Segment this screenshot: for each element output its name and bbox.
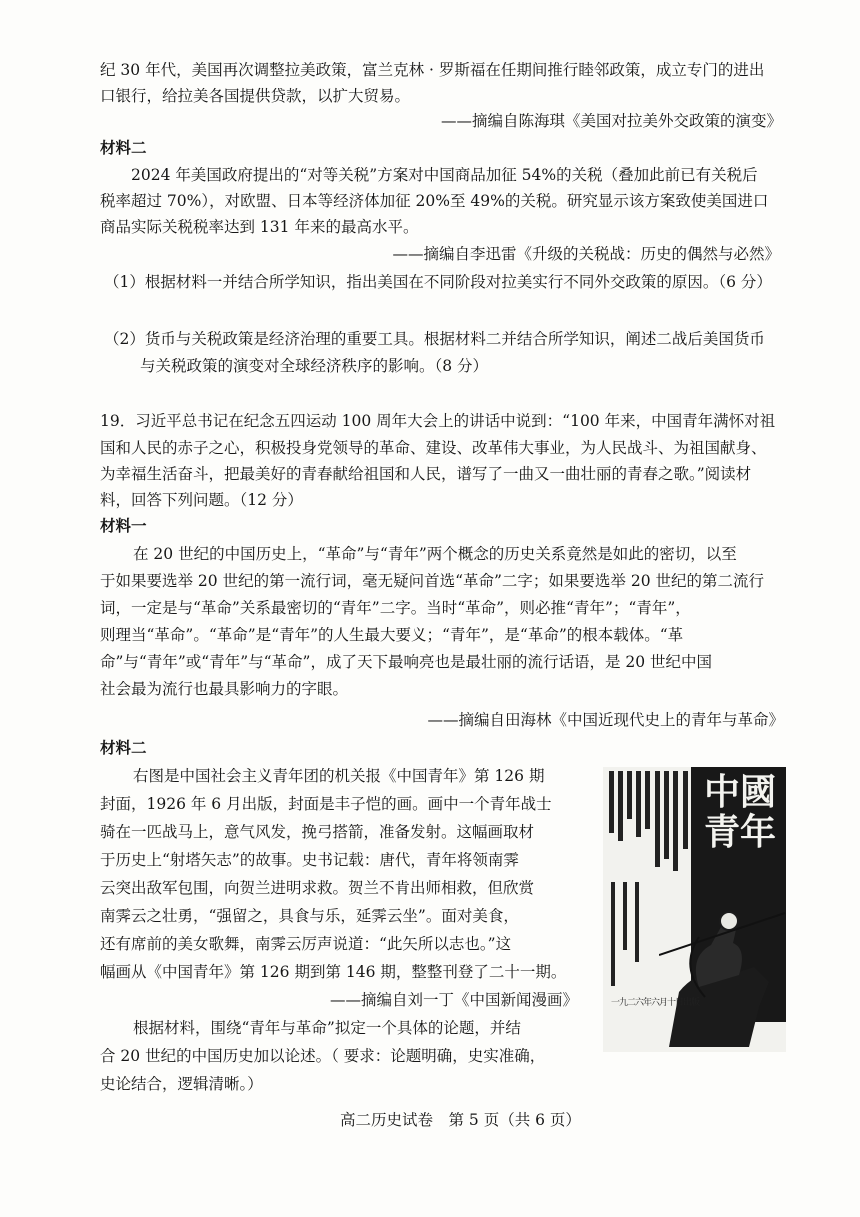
text-line: 纪 30 年代，美国再次调整拉美政策，富兰克林 · 罗斯福在任期间推行睦邻政策，成立专门的进出 (100, 61, 765, 79)
text-line: 还有席前的美女歌舞，南霁云厉声说道：“此矢所以志也。”这 (100, 935, 512, 953)
text-line: 幅画从《中国青年》第 126 期到第 146 期，整整刊登了二十一期。 (100, 963, 567, 981)
text-line: 则理当“革命”。“革命”是“青年”的人生最大要义；“青年”，是“革命”的根本载体。“革 (100, 626, 684, 644)
text-line: 史论结合，逻辑清晰。） (100, 1075, 263, 1093)
text-line: 根据材料，围绕“青年与革命”拟定一个具体的论题，并结 (133, 1019, 521, 1037)
section-heading: 材料二 (100, 739, 147, 757)
source-citation: ——摘编自刘一丁《中国新闻漫画》 (329, 991, 578, 1009)
text-line: 于如果要选举 20 世纪的第一流行词，毫无疑问首选“革命”二字；如果要选举 20 世纪的第二流行 (100, 572, 765, 590)
text-line: 右图是中国社会主义青年团的机关报《中国青年》第 126 期 (133, 767, 545, 785)
page-footer: 高二历史试卷 第 5 页（共 6 页） (340, 1111, 581, 1129)
question-2-cont: 与关税政策的演变对全球经济秩序的影响。（8 分） (140, 357, 489, 375)
cover-date: 一九二六年六月十日出版 (611, 998, 700, 1008)
cover-title: 中國青年 (703, 772, 776, 853)
question-2: （2）货币与关税政策是经济治理的重要工具。根据材料二并结合所学知识，阐述二战后美国货币 (104, 330, 765, 348)
text-line: 合 20 世纪的中国历史加以论述。（ 要求：论题明确，史实准确， (100, 1047, 546, 1065)
magazine-cover-image (603, 767, 786, 1052)
text-line: 云突出敌军包围，向贺兰进明求救。贺兰不肯出师相救，但欣赏 (100, 879, 535, 897)
text-line: 命”与“青年”或“青年”与“革命”，成了天下最响亮也是最壮丽的流行话语，是 20 世纪中国 (100, 653, 713, 671)
source-citation: ——摘编自李迅雷《升级的关税战：历史的偶然与必然》 (392, 245, 780, 263)
text-line: 为幸福生活奋斗，把最美好的青春献给祖国和人民，谱写了一曲又一曲壮丽的青春之歌。”阅读材 (100, 465, 752, 483)
text-line: 商品实际关税税率达到 131 年来的最高水平。 (100, 218, 419, 236)
text-line: 在 20 世纪的中国历史上，“革命”与“青年”两个概念的历史关系竟然是如此的密切，以至 (133, 545, 737, 563)
question-19: 19．习近平总书记在纪念五四运动 100 周年大会上的讲话中说到：“100 年来，中国青年满怀对祖 (100, 412, 776, 430)
text-line: 骑在一匹战马上，意气风发，挽弓搭箭，准备发射。这幅画取材 (100, 823, 535, 841)
text-line: 词，一定是与“革命”关系最密切的“青年”二字。当时“革命”，则必推“青年”；“青年”， (100, 599, 691, 617)
section-heading: 材料二 (100, 139, 147, 157)
source-citation: ——摘编自田海林《中国近现代史上的青年与革命》 (427, 711, 784, 729)
archer-on-horse-illustration (659, 897, 786, 1047)
text-line: 于历史上“射塔矢志”的故事。史书记载：唐代，青年将领南霁 (100, 851, 519, 869)
text-line: 国和人民的赤子之心，积极投身党领导的革命、建设、改革伟大事业，为人民战斗、为祖国献身、 (100, 439, 767, 457)
text-line: 料，回答下列问题。（12 分） (100, 491, 303, 509)
text-line: 社会最为流行也最具影响力的字眼。 (100, 680, 349, 698)
cover-toc-columns (607, 771, 689, 871)
text-line: 封面，1926 年 6 月出版，封面是丰子恺的画。画中一个青年战士 (100, 795, 552, 813)
text-line: 口银行，给拉美各国提供贷款，以扩大贸易。 (100, 87, 411, 105)
question-1: （1）根据材料一并结合所学知识，指出美国在不同阶段对拉美实行不同外交政策的原因。（6 分） (104, 273, 772, 291)
text-line: 南霁云之壮勇，“强留之，具食与乐，延霁云坐”。面对美食， (100, 907, 519, 925)
text-line: 2024 年美国政府提出的“对等关税”方案对中国商品加征 54%的关税（叠加此前已有关税后 (131, 166, 758, 184)
source-citation: ——摘编自陈海琪《美国对拉美外交政策的演变》 (440, 112, 782, 130)
text-line: 税率超过 70%），对欧盟、日本等经济体加征 20%至 49%的关税。研究显示该方案致使美国进口 (100, 192, 769, 210)
section-heading: 材料一 (100, 517, 147, 535)
